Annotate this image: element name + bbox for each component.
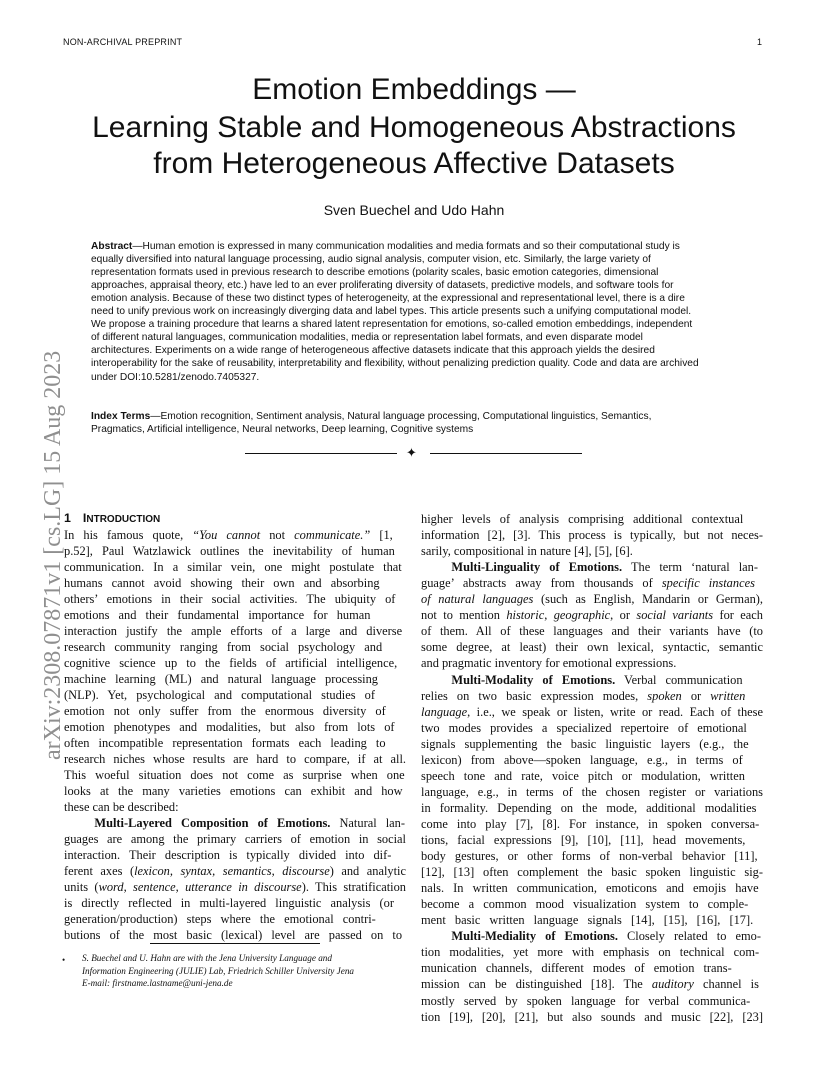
body-line: tion [19], [20], [21], but also sounds and music [22], [23] — [421, 1009, 763, 1024]
footnote-line: S. Buechel and U. Hahn are with the Jena University Language and — [82, 953, 332, 963]
body-line: p.52], Paul Watzlawick outlines the inevitability of human — [64, 544, 395, 558]
body-line: research niches whose results are hard to compare, if at all. — [64, 752, 406, 766]
index-terms-line: Pragmatics, Artificial intelligence, Neural networks, Deep learning, Cognitive systems — [91, 424, 474, 436]
index-terms-label: Index Terms — [91, 411, 151, 422]
body-line: information [2], [3]. This process is typically, but not neces- — [421, 528, 763, 543]
abstract-label: Abstract — [91, 241, 133, 252]
body-line: research community ranging from social psychology and — [64, 640, 383, 654]
body-line: emotion not only suffer from the enormous diversity of — [64, 704, 386, 718]
section-number: 1 — [64, 511, 71, 525]
body-line: This woeful situation does not come as surprise when one — [64, 768, 405, 782]
abstract-line: under DOI:10.5281/zenodo.7405327. — [91, 371, 260, 383]
body-line: interaction justify the ample efforts of a large and diverse — [64, 624, 403, 638]
body-line: signals supplementing the basic linguistic layers (e.g., the — [421, 736, 749, 751]
body-line: guages are among the primary carriers of emotion in social — [64, 832, 406, 846]
body-line: become a common mood visualization system to comple- — [421, 897, 749, 912]
body-line: Multi-Linguality of Emotions. The term ‘natural lan- — [451, 560, 759, 575]
body-line: tions, facial expressions [9], [10], [11], head movements, — [421, 833, 746, 847]
authors: Sven Buechel and Udo Hahn — [323, 202, 505, 218]
abstract-line: approaches, appraisal theory, etc.) have led to an ever proliferating diversity of datasets, predictive models, and software tools for — [91, 280, 674, 292]
body-line: machine learning (ML) and natural language processing — [64, 672, 378, 686]
body-line: of them. All of these languages and their variants have (to — [421, 624, 763, 639]
body-line: relies on two basic expression modes, spoken or written — [421, 688, 746, 703]
abstract-line: interoperability for the sake of reusability, interpretability and flexibility, without penalizing prediction quality. Code and data are archived — [91, 358, 699, 370]
body-line: Multi-Mediality of Emotions. Closely related to emo- — [451, 929, 761, 944]
body-line: munication channels, different modes of emotion trans- — [421, 961, 732, 976]
body-line: humans cannot avoid showing their own and absorbing — [64, 576, 380, 590]
body-line: come into play [7], [8]. For instance, in spoken conversa- — [421, 816, 760, 831]
body-line: not to mention historic, geographic, or social variants for each — [421, 608, 763, 623]
arxiv-identifier: arXiv:2308.07871v1 [cs.LG] 15 Aug 2023 — [40, 350, 66, 760]
body-line: units (word, sentence, utterance in discourse). This stratification — [64, 880, 406, 894]
body-line: often incompatible representation formats each leading to — [64, 736, 386, 750]
body-line: emotions and their fundamental importance for human — [64, 608, 371, 622]
separator-rule-left — [245, 453, 397, 454]
abstract-line: emotion analysis. Because of these two distinct types of heterogeneity, at the expressional and representational level, there is a dire — [91, 293, 685, 305]
body-line: cognitive science up to the fields of artificial intelligence, — [64, 656, 398, 670]
body-line: is directly reflected in multi-layered linguistic analysis (or — [64, 896, 394, 910]
body-line: ferent axes (lexicon, syntax, semantics, discourse) and analytic — [64, 864, 406, 878]
body-line: of natural languages (such as English, Mandarin or German), — [421, 592, 763, 607]
body-line: Multi-Layered Composition of Emotions. Natural lan- — [94, 816, 406, 830]
body-line: these can be described: — [64, 800, 179, 814]
title-line-1: Emotion Embeddings — — [252, 73, 576, 106]
abstract-line: We propose a training procedure that learns a shared latent representation for emotions, so-called emotion embeddings, independent — [91, 319, 693, 331]
body-line: tion modalities, yet more with emphasis on technical com- — [421, 945, 760, 960]
body-line: looks at the many varieties emotions can exhibit and how — [64, 784, 403, 798]
abstract-line: representation formats used in previous research to describe emotions (polarity scales, basic emotion categories, dimensional — [91, 267, 659, 279]
separator-ornament: ✦ — [406, 445, 417, 460]
body-line: communication. In a similar vein, one might postulate that — [64, 560, 402, 574]
body-line: guage’ abstracts away from thousands of specific instances — [421, 576, 755, 591]
body-line: language, i.e., we speak or listen, write or read. Each of these — [421, 704, 763, 719]
body-line: language, e.g., in terms of the chosen register or variations — [421, 784, 763, 799]
body-line: nals. In written communication, emoticons and emojis have — [421, 881, 759, 896]
footnote-bullet: • — [62, 955, 66, 965]
title-line-2: Learning Stable and Homogeneous Abstractions — [92, 111, 736, 144]
body-line: mission can be distinguished [18]. The auditory channel is — [421, 977, 759, 992]
body-line: [12], [13] often complement the basic spoken linguistic sig- — [421, 865, 763, 880]
body-line: lexicon) from above—spoken language, e.g., in terms of — [421, 752, 743, 767]
body-line: interaction. Their description is typically divided into dif- — [64, 848, 392, 862]
body-line: (NLP). Yet, psychological and computational studies of — [64, 688, 375, 702]
body-line: some degree, at least) their own lexical, syntactic, semantic — [421, 640, 763, 655]
body-line: speech tone and rate, voice pitch or modulation, written — [421, 768, 745, 783]
body-line: others’ emotions in their social activities. The ubiquity of — [64, 592, 396, 606]
body-line: two modes provides a specialized repertoire of emotional — [421, 720, 747, 735]
separator-rule-right — [430, 453, 582, 454]
body-line: in formality. Depending on the mode, additional modalities — [421, 800, 757, 815]
body-line: sarily, compositional in nature [4], [5], [6]. — [421, 544, 633, 559]
body-line: Multi-Modality of Emotions. Verbal communication — [451, 672, 743, 687]
abstract-line: Abstract—Human emotion is expressed in many communication modalities and media formats and so their computational study is — [91, 241, 680, 252]
body-line: ment basic written language signals [14], [15], [16], [17]. — [421, 913, 754, 928]
page-number: 1 — [757, 37, 763, 47]
body-line: and pragmatic inventory for emotional expressions. — [421, 656, 677, 671]
body-line: generation/production) steps where the emotional contri- — [64, 912, 376, 926]
body-line: emotion phenotypes and modalities, but also from lots of — [64, 720, 395, 734]
index-terms-line: Index Terms—Emotion recognition, Sentiment analysis, Natural language processing, Computational linguistics, Semantics, — [91, 411, 652, 422]
section-heading — [64, 511, 160, 525]
body-line: In his famous quote, “You cannot not communicate.” [1, — [64, 528, 393, 542]
body-line: body gestures, or other forms of non-verbal behavior [11], — [421, 849, 758, 864]
abstract-line: need to unify previous work on increasingly diverging data and label types. This article presents such a unifying computational model. — [91, 306, 692, 318]
abstract-line: of different natural languages, communication modalities, media or representation label formats, and even disparate model — [91, 332, 643, 344]
body-line: higher levels of analysis comprising additional contextual — [421, 512, 744, 526]
footnote-line: Information Engineering (JULIE) Lab, Friedrich Schiller University Jena — [82, 965, 355, 976]
footnote-rule — [150, 943, 320, 944]
footnote-line: E-mail: firstname.lastname@uni-jena.de — [82, 978, 233, 988]
abstract-line: architectures. Experiments on a wide range of heterogeneous affective datasets indicate that this approach yields the desired — [91, 345, 655, 357]
section-title-initial: I — [82, 511, 87, 525]
title-line-3: from Heterogeneous Affective Datasets — [153, 147, 675, 180]
body-line: mostly served by spoken language for verbal communica- — [421, 993, 751, 1008]
body-line: butions of the most basic (lexical) level are passed on to — [64, 928, 403, 942]
section-title-rest: NTRODUCTION — [86, 514, 161, 525]
abstract-line: equally diversified into natural language processing, audio signal analysis, computer vision, etc. Similarly, the large variety of — [91, 254, 651, 266]
running-header: NON-ARCHIVAL PREPRINT — [63, 37, 183, 47]
